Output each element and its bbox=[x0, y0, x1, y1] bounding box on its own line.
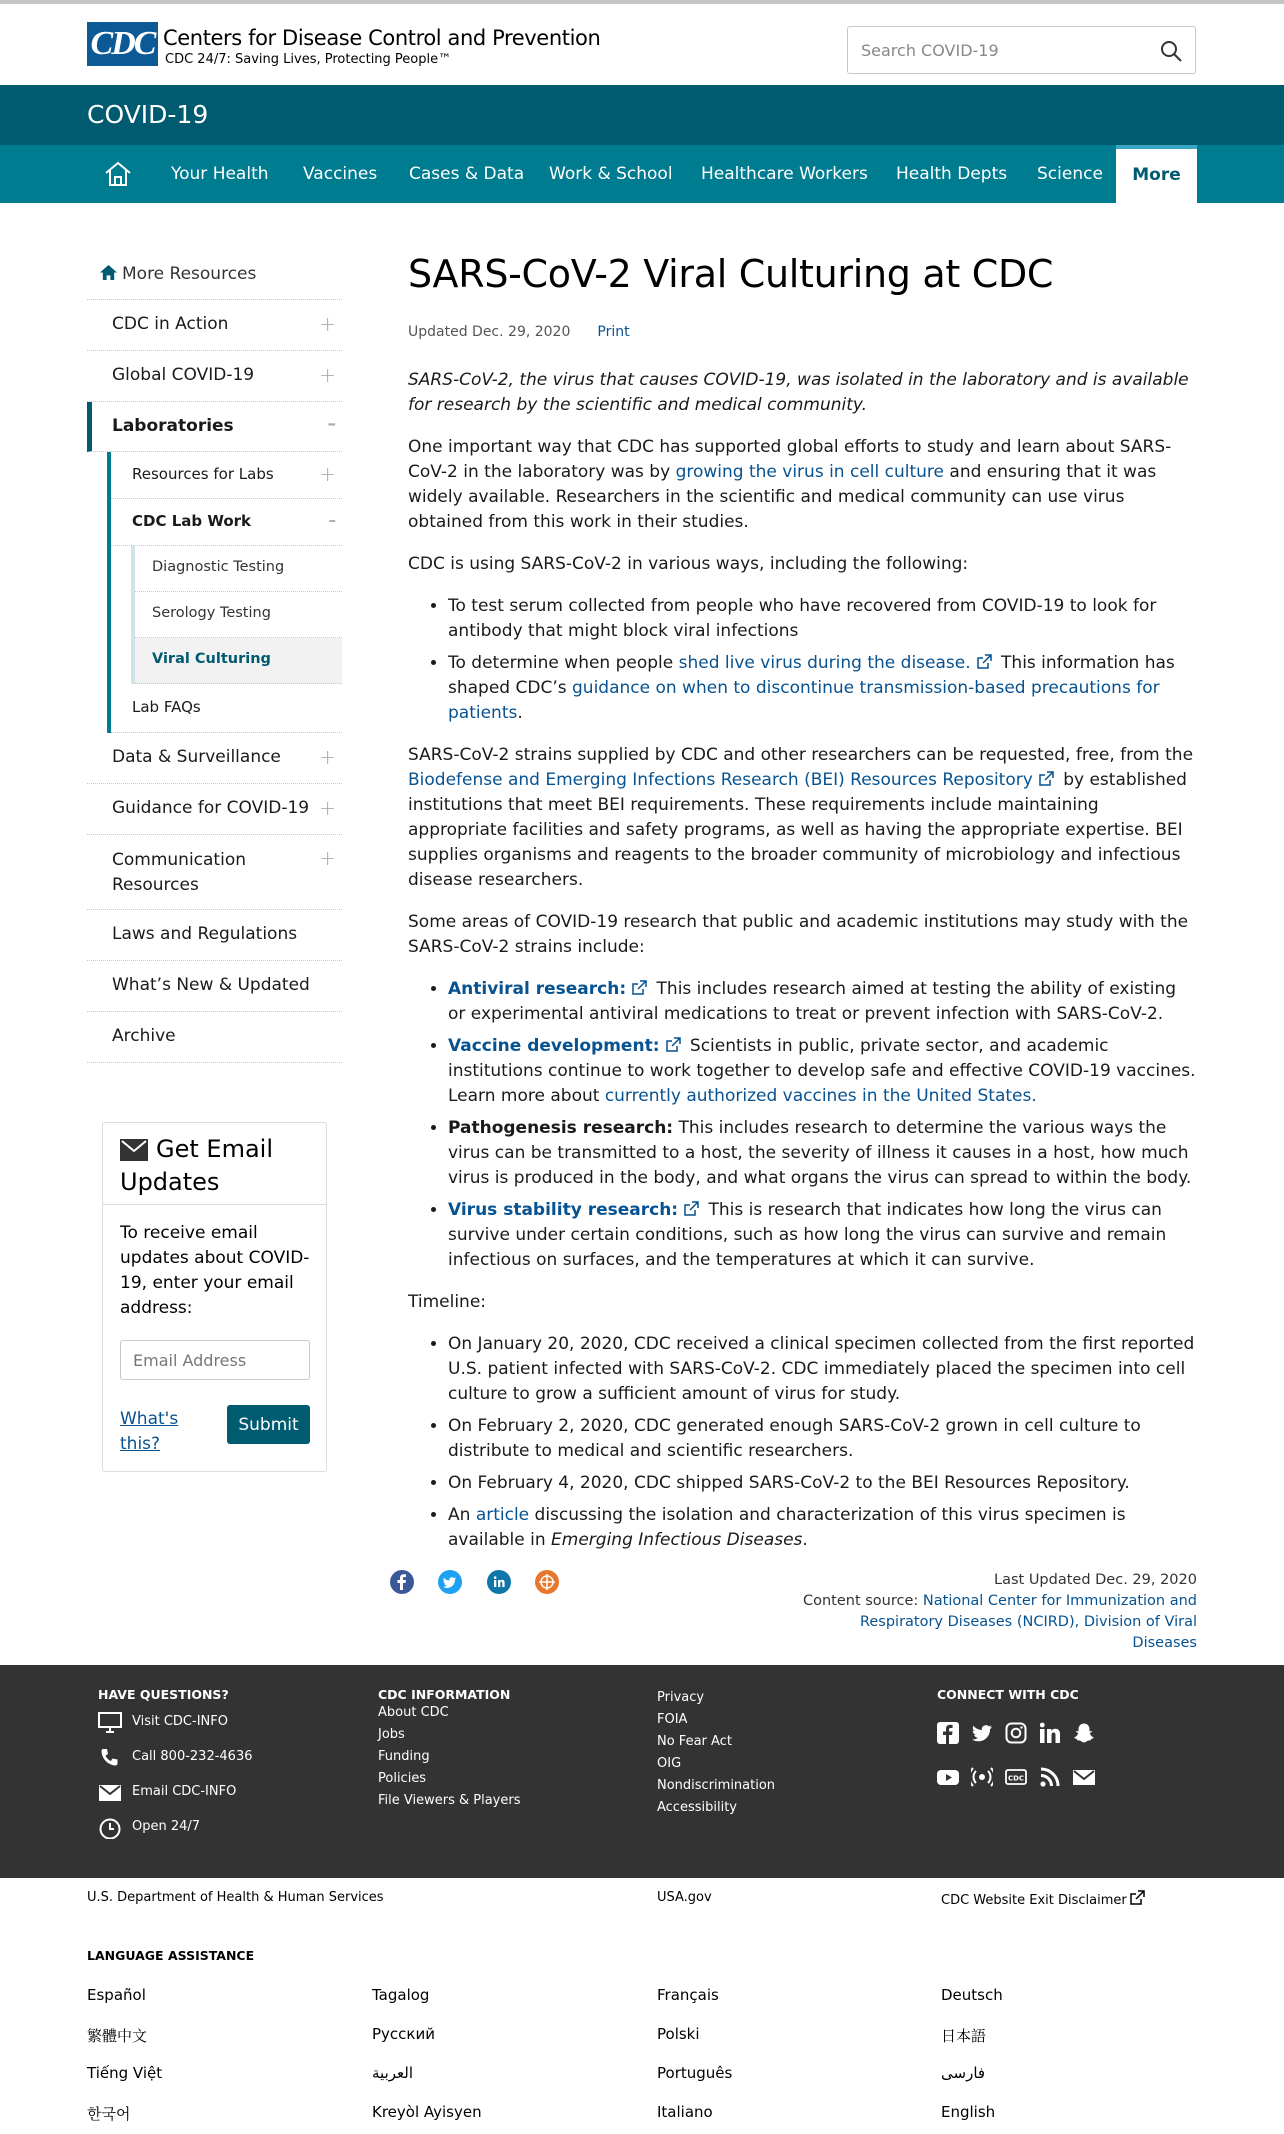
external-link-icon bbox=[977, 654, 992, 669]
linkedin-icon[interactable] bbox=[1039, 1722, 1061, 1744]
footer-link[interactable]: Policies bbox=[378, 1771, 427, 1786]
syndication-icon[interactable] bbox=[535, 1570, 559, 1594]
sidebar-item-cdc-in-action[interactable] bbox=[87, 300, 342, 351]
sidebar-item-label: Viral Culturing bbox=[152, 651, 271, 667]
footer-call[interactable] bbox=[98, 1745, 338, 1780]
footer-link[interactable]: No Fear Act bbox=[657, 1734, 732, 1749]
footer-link-label: Call 800-232-4636 bbox=[132, 1749, 253, 1764]
shed-live-virus-link[interactable]: shed live virus during the disease. bbox=[678, 653, 971, 673]
sidebar-item-resources-for-labs[interactable] bbox=[111, 452, 342, 499]
clock-icon bbox=[98, 1817, 122, 1839]
footer-heading: CONNECT WITH CDC bbox=[937, 1687, 1079, 1702]
text: and ensuring that it was widely available. Researchers in the scientific and medical community can use virus obtained from this work in their studies. bbox=[408, 462, 1157, 532]
sidebar-item-viral-culturing[interactable] bbox=[135, 638, 342, 684]
text: This information has shaped CDC’s bbox=[448, 653, 1175, 698]
timeline-list bbox=[448, 1332, 1198, 1553]
lang-link[interactable]: 한국어 bbox=[87, 2105, 131, 2123]
sidebar-item-data-surveillance[interactable] bbox=[87, 733, 342, 784]
text: To determine when people bbox=[448, 653, 679, 673]
footer-email[interactable] bbox=[98, 1780, 338, 1815]
lang-link[interactable]: Русский bbox=[372, 2025, 435, 2043]
footer-link[interactable]: About CDC bbox=[378, 1705, 449, 1720]
bei-resources-link[interactable]: Biodefense and Emerging Infections Research (BEI) Resources Repository bbox=[408, 770, 1033, 790]
lang-link[interactable]: 日本語 bbox=[941, 2027, 987, 2045]
sidebar-item-communication[interactable] bbox=[87, 835, 342, 910]
sidebar-item-label: Archive bbox=[112, 1026, 176, 1046]
search-icon[interactable] bbox=[1159, 39, 1183, 63]
sidebar-item-label: Serology Testing bbox=[152, 605, 271, 621]
external-link-icon bbox=[632, 980, 647, 995]
hhs-link[interactable]: U.S. Department of Health & Human Services bbox=[87, 1890, 384, 1905]
whats-this-link[interactable]: What's this? bbox=[120, 1409, 179, 1454]
twitter-icon[interactable] bbox=[971, 1722, 993, 1744]
sidebar-nav bbox=[87, 250, 342, 1063]
text: This is research that indicates how long the virus can survive under certain conditions, such as how long the virus can survive and remain infectious on surfaces, and the temperatures at which it can survive. bbox=[448, 1200, 1167, 1270]
sidebar-sub-lab-work bbox=[131, 546, 342, 684]
sidebar-item-label: Guidance for COVID-19 bbox=[112, 798, 310, 818]
text: . bbox=[517, 703, 523, 723]
nav-health-depts[interactable]: Health Depts bbox=[896, 164, 1008, 184]
list-item bbox=[448, 651, 1198, 726]
external-link-icon bbox=[1039, 771, 1054, 786]
text: by established institutions that meet BEI requirements. These requirements include maintaining appropriate facilities and safety programs, as well as having the appropriate expertise. BEI supplies organisms and reagents to the broader community of microbiology and infectious disease researchers. bbox=[408, 770, 1187, 890]
sidebar-item-label: CDC Lab Work bbox=[132, 512, 252, 530]
facebook-icon[interactable] bbox=[390, 1570, 414, 1594]
list-item bbox=[448, 1198, 1198, 1273]
computer-icon bbox=[98, 1712, 122, 1734]
main-content bbox=[408, 368, 1198, 1570]
footer-heading: HAVE QUESTIONS? bbox=[98, 1687, 229, 1702]
main-nav bbox=[0, 145, 1284, 203]
submit-button[interactable]: Submit bbox=[227, 1405, 310, 1444]
nav-cases-data[interactable]: Cases & Data bbox=[409, 164, 525, 184]
language-assistance-heading: LANGUAGE ASSISTANCE bbox=[87, 1948, 255, 1963]
footer-link[interactable]: FOIA bbox=[657, 1712, 688, 1727]
external-link-icon bbox=[684, 1201, 699, 1216]
sidebar-item-label: Resources for Labs bbox=[132, 465, 274, 483]
nav-vaccines[interactable]: Vaccines bbox=[303, 164, 378, 184]
list-item: • To test serum collected from people who have recovered from COVID-19 to look for antibody that might block viral infections bbox=[448, 594, 1198, 644]
list-item bbox=[448, 1503, 1198, 1553]
org-name[interactable]: Centers for Disease Control and Prevention bbox=[163, 26, 601, 50]
content-source bbox=[800, 1591, 1197, 1654]
instagram-icon[interactable] bbox=[1005, 1722, 1027, 1744]
footer-policies bbox=[657, 1687, 897, 1819]
sidebar-item-label: Laws and Regulations bbox=[112, 924, 298, 944]
covid-band bbox=[0, 85, 1284, 145]
text: Scientists in public, private sector, and academic institutions continue to work together to develop safe and effective COVID-19 vaccines. Learn more about bbox=[448, 1036, 1196, 1106]
email-updates-card bbox=[102, 1122, 327, 1472]
list-item bbox=[448, 1116, 1198, 1191]
paragraph: CDC is using SARS-CoV-2 in various ways, including the following: bbox=[408, 554, 969, 574]
list-item: • On February 4, 2020, CDC shipped SARS-CoV-2 to the BEI Resources Repository. bbox=[448, 1471, 1198, 1496]
nav-your-health[interactable]: Your Health bbox=[171, 164, 269, 184]
sidebar-item-global-covid[interactable] bbox=[87, 351, 342, 402]
footer-link[interactable]: Funding bbox=[378, 1749, 430, 1764]
expand-icon[interactable]: + bbox=[319, 312, 336, 336]
sidebar-item-label: Communication Resources bbox=[112, 850, 246, 895]
antiviral-research-link[interactable]: Antiviral research: bbox=[448, 979, 627, 999]
cdc-tv-icon[interactable] bbox=[1005, 1766, 1027, 1788]
sidebar-more-resources[interactable] bbox=[87, 250, 342, 300]
virus-stability-link[interactable]: Virus stability research: bbox=[448, 1200, 679, 1220]
usagov-link[interactable]: USA.gov bbox=[657, 1890, 712, 1905]
sidebar-item-laws[interactable] bbox=[87, 910, 342, 961]
sidebar-item-label: Data & Surveillance bbox=[112, 747, 281, 767]
lang-link[interactable]: Português bbox=[657, 2064, 733, 2082]
paragraph: Some areas of COVID-19 research that public and academic institutions may study with the SARS-CoV-2 strains include: bbox=[408, 912, 1189, 957]
lang-link[interactable]: العربية bbox=[372, 2064, 413, 2082]
band-title[interactable]: COVID-19 bbox=[87, 100, 209, 129]
site-header bbox=[0, 4, 1284, 85]
email-card-header bbox=[103, 1123, 326, 1205]
search-input[interactable] bbox=[848, 27, 1148, 73]
footer-link[interactable]: OIG bbox=[657, 1756, 682, 1771]
sidebar-item-lab-faqs[interactable] bbox=[111, 684, 342, 733]
cdc-logo[interactable]: CDC bbox=[87, 22, 158, 66]
home-icon bbox=[99, 264, 118, 281]
nav-more[interactable]: More bbox=[1116, 145, 1197, 203]
envelope-icon bbox=[98, 1782, 122, 1804]
expand-icon[interactable]: + bbox=[319, 462, 336, 486]
footer-link-label: Open 24/7 bbox=[132, 1819, 201, 1834]
page-update-info bbox=[800, 1570, 1197, 1654]
home-icon[interactable] bbox=[103, 160, 133, 188]
sidebar-item-laboratories[interactable] bbox=[87, 402, 342, 452]
text: This includes research aimed at testing the ability of existing or experimental antiviral medications to treat or prevent infection with SARS-CoV-2. bbox=[448, 979, 1177, 1024]
list-item bbox=[448, 1034, 1198, 1109]
footer-link[interactable]: Accessibility bbox=[657, 1800, 737, 1815]
lang-link[interactable]: 繁體中文 bbox=[87, 2027, 148, 2045]
print-link[interactable]: Print bbox=[597, 324, 630, 340]
email-address-input[interactable] bbox=[120, 1340, 310, 1380]
sidebar-item-label: Lab FAQs bbox=[132, 698, 201, 716]
snapchat-icon[interactable] bbox=[1073, 1722, 1095, 1744]
main-header bbox=[408, 252, 1198, 340]
footer-link[interactable]: Jobs bbox=[378, 1727, 405, 1742]
lang-link[interactable]: Tagalog bbox=[372, 1986, 430, 2004]
rss-icon[interactable] bbox=[1039, 1766, 1061, 1788]
sidebar-item-label: What’s New & Updated bbox=[112, 975, 310, 995]
journal-name: Emerging Infectious Diseases bbox=[551, 1530, 803, 1550]
text: This includes research to determine the various ways the virus can be transmitted to a host, the severity of illness it causes in a host, how much virus is produced in the body, and what organs the virus can spread to within the body. bbox=[448, 1118, 1192, 1188]
email-card-description: To receive email updates about COVID-19, enter your email address: bbox=[120, 1223, 310, 1318]
footer-connect bbox=[937, 1687, 1197, 1706]
lang-link[interactable]: Polski bbox=[657, 2025, 700, 2043]
site-footer bbox=[0, 1665, 1284, 1878]
lang-link[interactable]: فارسی bbox=[941, 2064, 986, 2082]
lang-link[interactable]: Español bbox=[87, 1986, 146, 2004]
linkedin-icon[interactable] bbox=[487, 1570, 511, 1594]
footer-questions bbox=[98, 1687, 338, 1850]
sidebar-more-resources-label: More Resources bbox=[122, 264, 257, 284]
sidebar-item-label: CDC in Action bbox=[112, 314, 229, 334]
lang-link[interactable]: English bbox=[941, 2103, 996, 2121]
sidebar-item-label: Diagnostic Testing bbox=[152, 559, 285, 575]
search-box bbox=[847, 26, 1196, 74]
lang-link[interactable]: Français bbox=[657, 1986, 719, 2004]
text: One important way that CDC has supported global efforts to study and learn about SARS-CoV-2 in the laboratory was by bbox=[408, 437, 1172, 482]
lang-link[interactable]: Deutsch bbox=[941, 1986, 1003, 2004]
last-updated: Last Updated Dec. 29, 2020 bbox=[994, 1572, 1197, 1588]
sidebar-item-archive[interactable] bbox=[87, 1012, 342, 1063]
text: CDC Website Exit Disclaimer bbox=[941, 1893, 1127, 1908]
sidebar-item-guidance[interactable] bbox=[87, 784, 342, 835]
sidebar-item-label: Laboratories bbox=[112, 416, 234, 436]
facebook-icon[interactable] bbox=[937, 1722, 959, 1744]
content-source-link[interactable]: National Center for Immunization and Respiratory Diseases (NCIRD), Division of Viral Diseases bbox=[859, 1593, 1197, 1651]
sidebar-item-label: Global COVID-19 bbox=[112, 365, 255, 385]
phone-icon bbox=[98, 1747, 122, 1769]
vaccine-development-link[interactable]: Vaccine development: bbox=[448, 1036, 660, 1056]
syndication-icon[interactable] bbox=[971, 1766, 993, 1788]
lang-link[interactable]: Tiếng Việt bbox=[87, 2064, 163, 2082]
footer-link[interactable]: Privacy bbox=[657, 1690, 705, 1705]
footer-link[interactable]: File Viewers & Players bbox=[378, 1793, 521, 1808]
youtube-icon[interactable] bbox=[937, 1766, 959, 1788]
sidebar-item-serology-testing[interactable] bbox=[135, 592, 342, 638]
footer-visit-cdc-info[interactable] bbox=[98, 1710, 338, 1745]
timeline-label: Timeline: bbox=[408, 1292, 487, 1312]
expand-icon[interactable]: + bbox=[319, 745, 336, 769]
paragraph bbox=[408, 435, 1198, 535]
research-list bbox=[448, 977, 1198, 1273]
collapse-icon[interactable]: – bbox=[327, 414, 336, 434]
intro-paragraph: SARS-CoV-2, the virus that causes COVID-19, was isolated in the laboratory and is available for research by the scientific and medical community. bbox=[408, 370, 1189, 415]
guidance-precautions-link[interactable]: guidance on when to discontinue transmission-based precautions for patients bbox=[448, 678, 1160, 723]
expand-icon[interactable]: + bbox=[319, 796, 336, 820]
org-tagline: CDC 24/7: Saving Lives, Protecting People™ bbox=[165, 52, 452, 67]
paragraph bbox=[408, 743, 1198, 893]
footer-link-label: Visit CDC-INFO bbox=[132, 1714, 228, 1729]
nav-science[interactable]: Science bbox=[1037, 164, 1103, 184]
text: An bbox=[448, 1505, 476, 1525]
footer-cdc-information bbox=[378, 1687, 618, 1812]
email-card-title: Get Email Updates bbox=[120, 1135, 273, 1196]
expand-icon[interactable]: + bbox=[319, 846, 336, 870]
nav-healthcare-workers[interactable]: Healthcare Workers bbox=[701, 164, 868, 184]
text: Content source: bbox=[802, 1593, 923, 1609]
svg-text:CDC: CDC bbox=[1007, 1774, 1025, 1783]
list-item: • On January 20, 2020, CDC received a clinical specimen collected from the first reported U.S. patient infected with SARS-CoV-2. CDC immediately placed the specimen into cell culture to grow a sufficient amount of virus for study. bbox=[448, 1332, 1198, 1407]
email-icon[interactable] bbox=[1073, 1766, 1095, 1788]
lang-link[interactable]: Kreyòl Ayisyen bbox=[372, 2103, 482, 2121]
external-link-icon bbox=[1130, 1890, 1145, 1905]
sidebar-sub-laboratories bbox=[107, 452, 342, 733]
page-title: SARS-CoV-2 Viral Culturing at CDC bbox=[408, 252, 1054, 296]
footer-heading: CDC INFORMATION bbox=[378, 1687, 511, 1702]
article-link[interactable]: article bbox=[475, 1505, 530, 1525]
sidebar-item-cdc-lab-work[interactable] bbox=[111, 499, 342, 546]
text: SARS-CoV-2 strains supplied by CDC and other researchers can be requested, free, from the bbox=[408, 745, 1194, 765]
collapse-icon[interactable]: – bbox=[328, 511, 336, 529]
uses-list bbox=[448, 594, 1198, 726]
updated-date: Updated Dec. 29, 2020 bbox=[408, 324, 571, 340]
expand-icon[interactable]: + bbox=[319, 363, 336, 387]
footer-link[interactable]: Nondiscrimination bbox=[657, 1778, 776, 1793]
list-item bbox=[448, 977, 1198, 1027]
bold-label: Pathogenesis research: bbox=[448, 1118, 674, 1138]
page-meta bbox=[408, 324, 1198, 340]
sidebar-item-diagnostic-testing[interactable] bbox=[135, 546, 342, 592]
text: . bbox=[802, 1530, 808, 1550]
list-item: • On February 2, 2020, CDC generated enough SARS-CoV-2 grown in cell culture to distribute to medical and scientific researchers. bbox=[448, 1414, 1198, 1464]
twitter-icon[interactable] bbox=[438, 1570, 462, 1594]
external-link-icon bbox=[666, 1037, 681, 1052]
exit-disclaimer-link[interactable] bbox=[941, 1890, 1149, 1908]
text: discussing the isolation and characterization of this virus specimen is available in bbox=[448, 1505, 1126, 1550]
footer-open[interactable] bbox=[98, 1815, 338, 1850]
cell-culture-link[interactable]: growing the virus in cell culture bbox=[675, 462, 944, 482]
nav-work-school[interactable]: Work & School bbox=[549, 164, 673, 184]
lang-link[interactable]: Italiano bbox=[657, 2103, 713, 2121]
sidebar-item-whats-new[interactable] bbox=[87, 961, 342, 1012]
footer-link-label: Email CDC-INFO bbox=[132, 1784, 237, 1799]
authorized-vaccines-link[interactable]: currently authorized vaccines in the United States. bbox=[604, 1086, 1037, 1106]
